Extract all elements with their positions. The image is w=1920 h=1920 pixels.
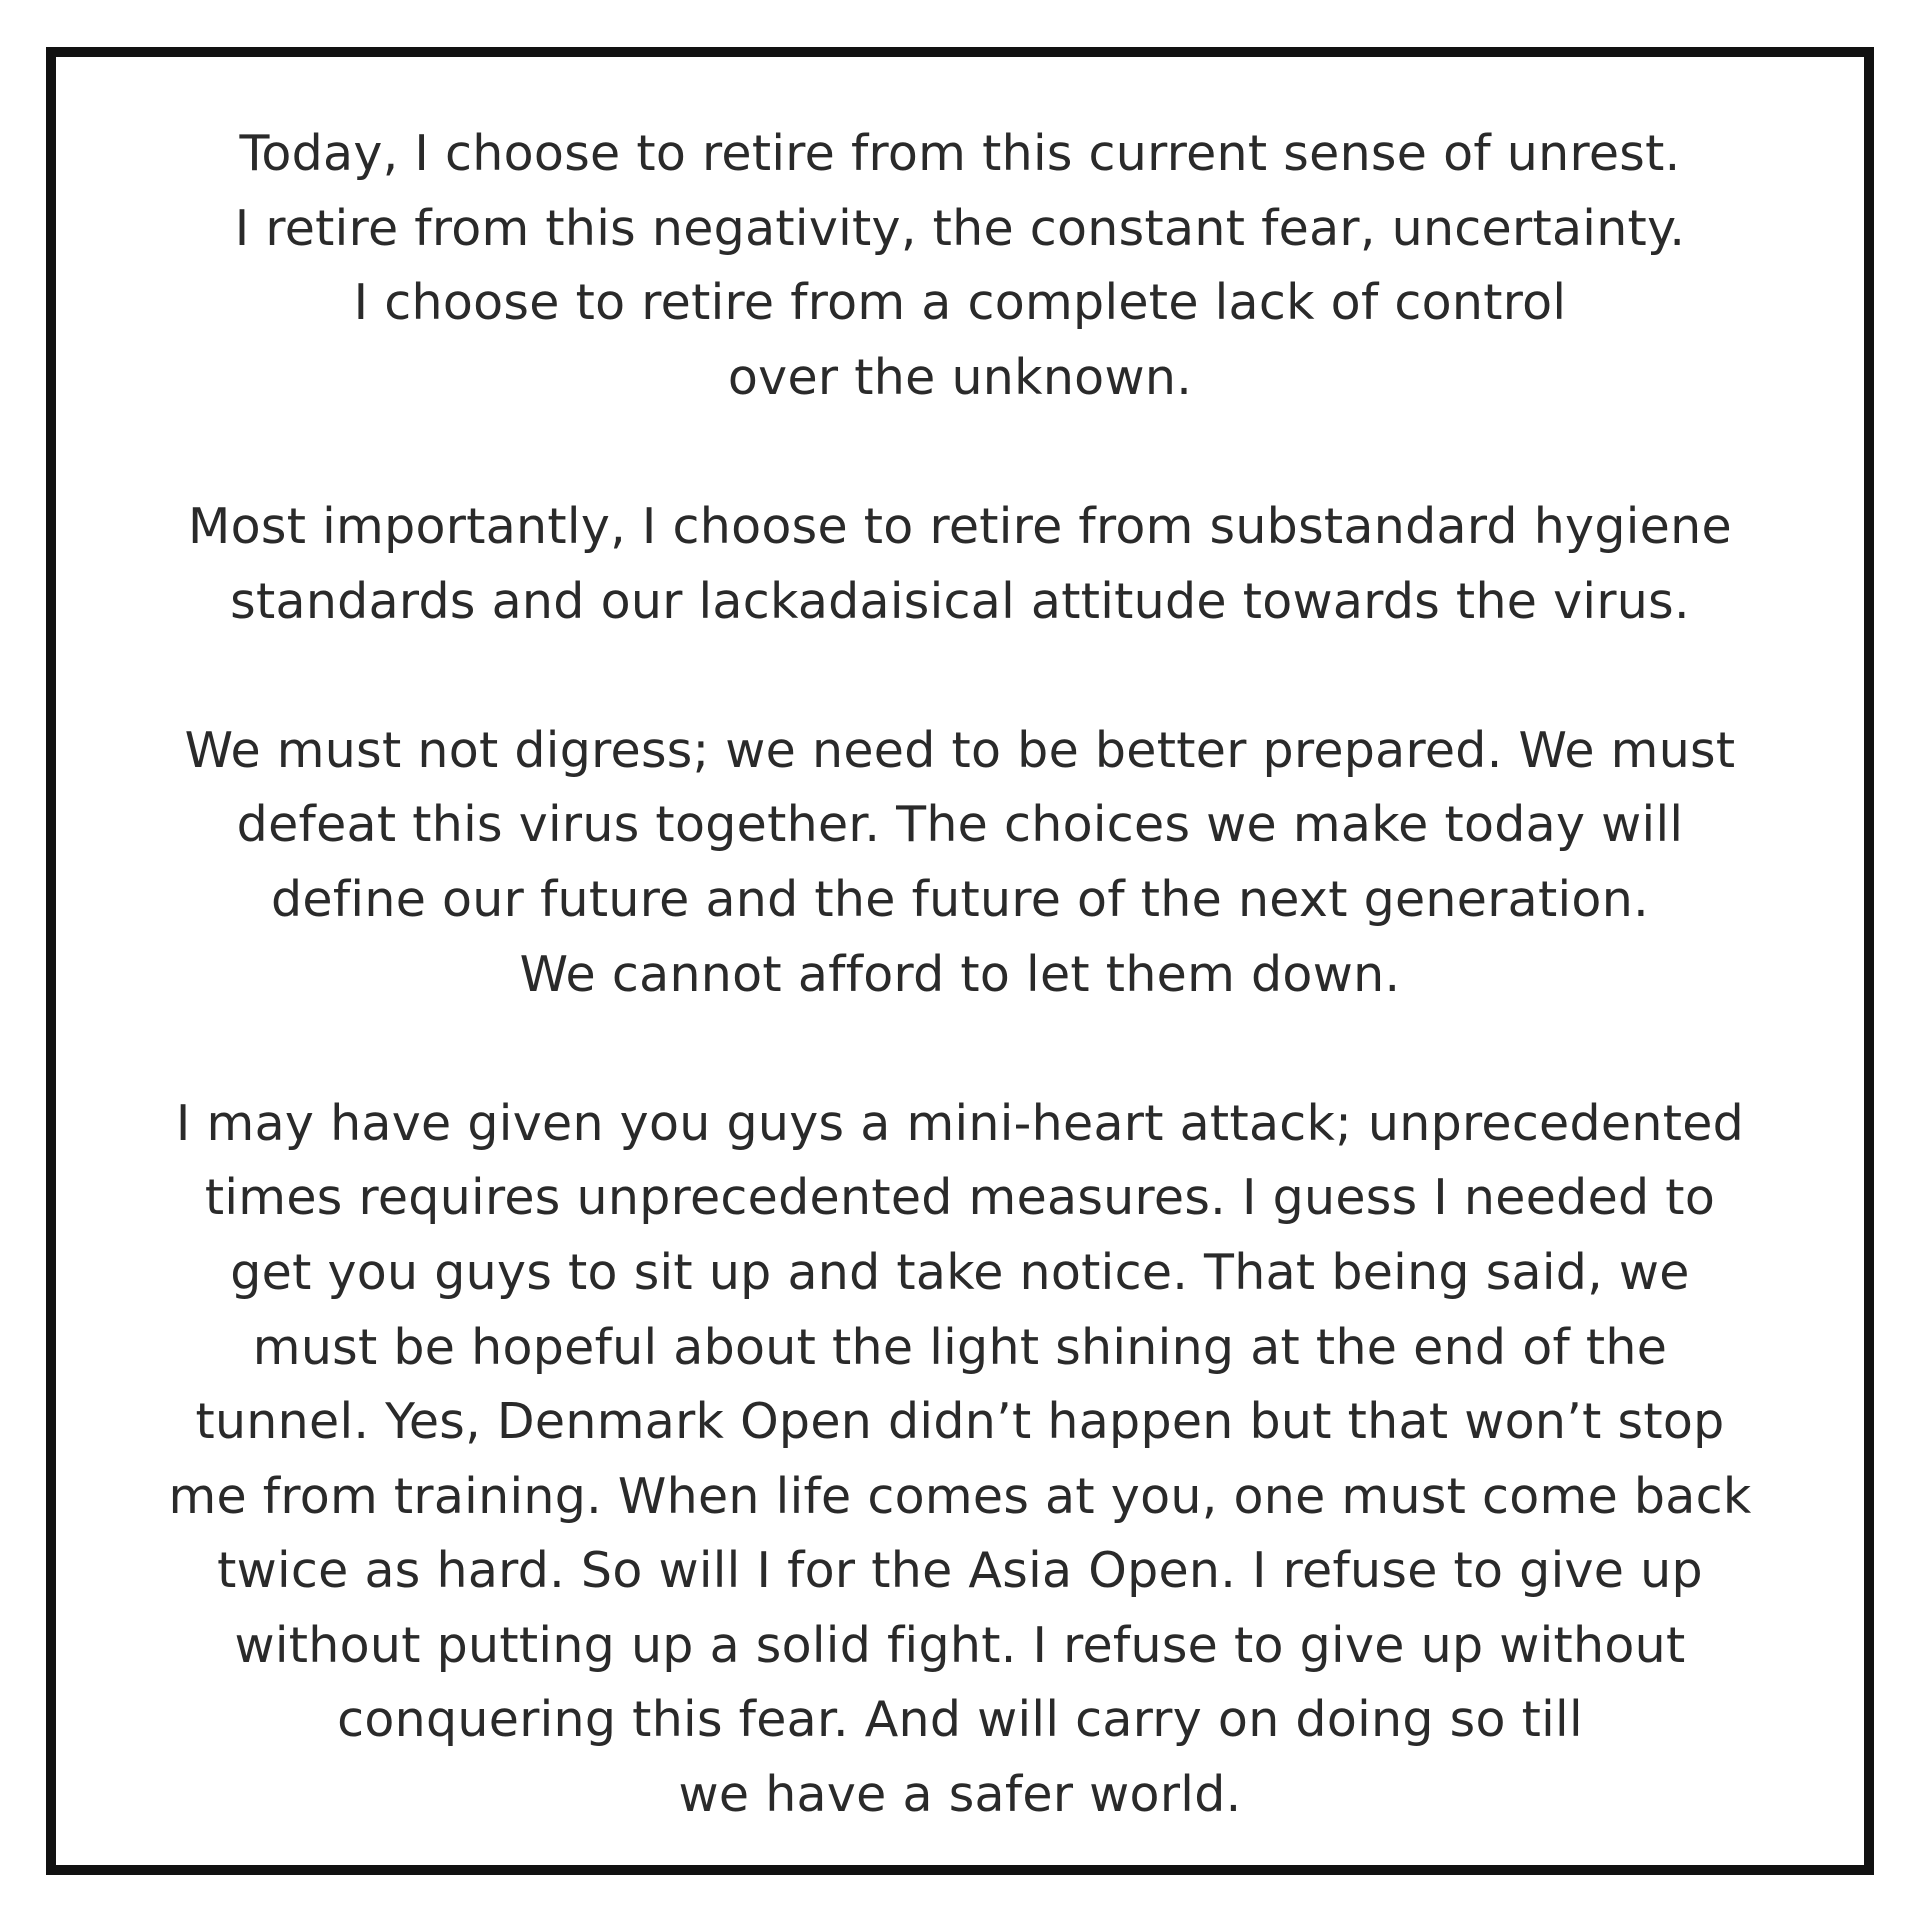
paragraph-2	[56, 490, 1864, 639]
text-line: I may have given you guys a mini-heart attack; unprecedented	[175, 1094, 1745, 1152]
text-line: over the unknown.	[727, 348, 1193, 406]
text-line: standards and our lackadaisical attitude towards the virus.	[230, 572, 1690, 630]
text-line: I choose to retire from a complete lack of control	[353, 274, 1567, 332]
text-line: We cannot afford to let them down.	[519, 945, 1401, 1003]
text-line: get you guys to sit up and take notice. That being said, we	[230, 1243, 1690, 1301]
text-line: twice as hard. So will I for the Asia Open. I refuse to give up	[217, 1542, 1703, 1600]
statement-text	[56, 117, 1864, 1833]
text-line: define our future and the future of the next generation.	[271, 870, 1649, 928]
paragraph-4	[56, 1087, 1864, 1833]
paragraph-1	[56, 117, 1864, 415]
text-line: Today, I choose to retire from this current sense of unrest.	[239, 125, 1681, 182]
text-line: we have a safer world.	[678, 1766, 1242, 1824]
statement-frame	[46, 47, 1874, 1875]
text-line: without putting up a solid fight. I refuse to give up without	[234, 1616, 1686, 1674]
text-line: conquering this fear. And will carry on doing so till	[337, 1691, 1583, 1749]
text-line: Most importantly, I choose to retire from substandard hygiene	[188, 497, 1732, 555]
text-line: I retire from this negativity, the constant fear, uncertainty.	[234, 199, 1686, 257]
text-line: We must not digress; we need to be better prepared. We must	[184, 721, 1736, 779]
text-line: defeat this virus together. The choices we make today will	[236, 796, 1684, 854]
paragraph-3	[56, 714, 1864, 1012]
text-line: tunnel. Yes, Denmark Open didn’t happen but that won’t stop	[195, 1393, 1725, 1451]
text-line: must be hopeful about the light shining at the end of the	[252, 1318, 1668, 1376]
text-line: me from training. When life comes at you, one must come back	[168, 1467, 1752, 1525]
text-line: times requires unprecedented measures. I guess I needed to	[204, 1169, 1716, 1227]
